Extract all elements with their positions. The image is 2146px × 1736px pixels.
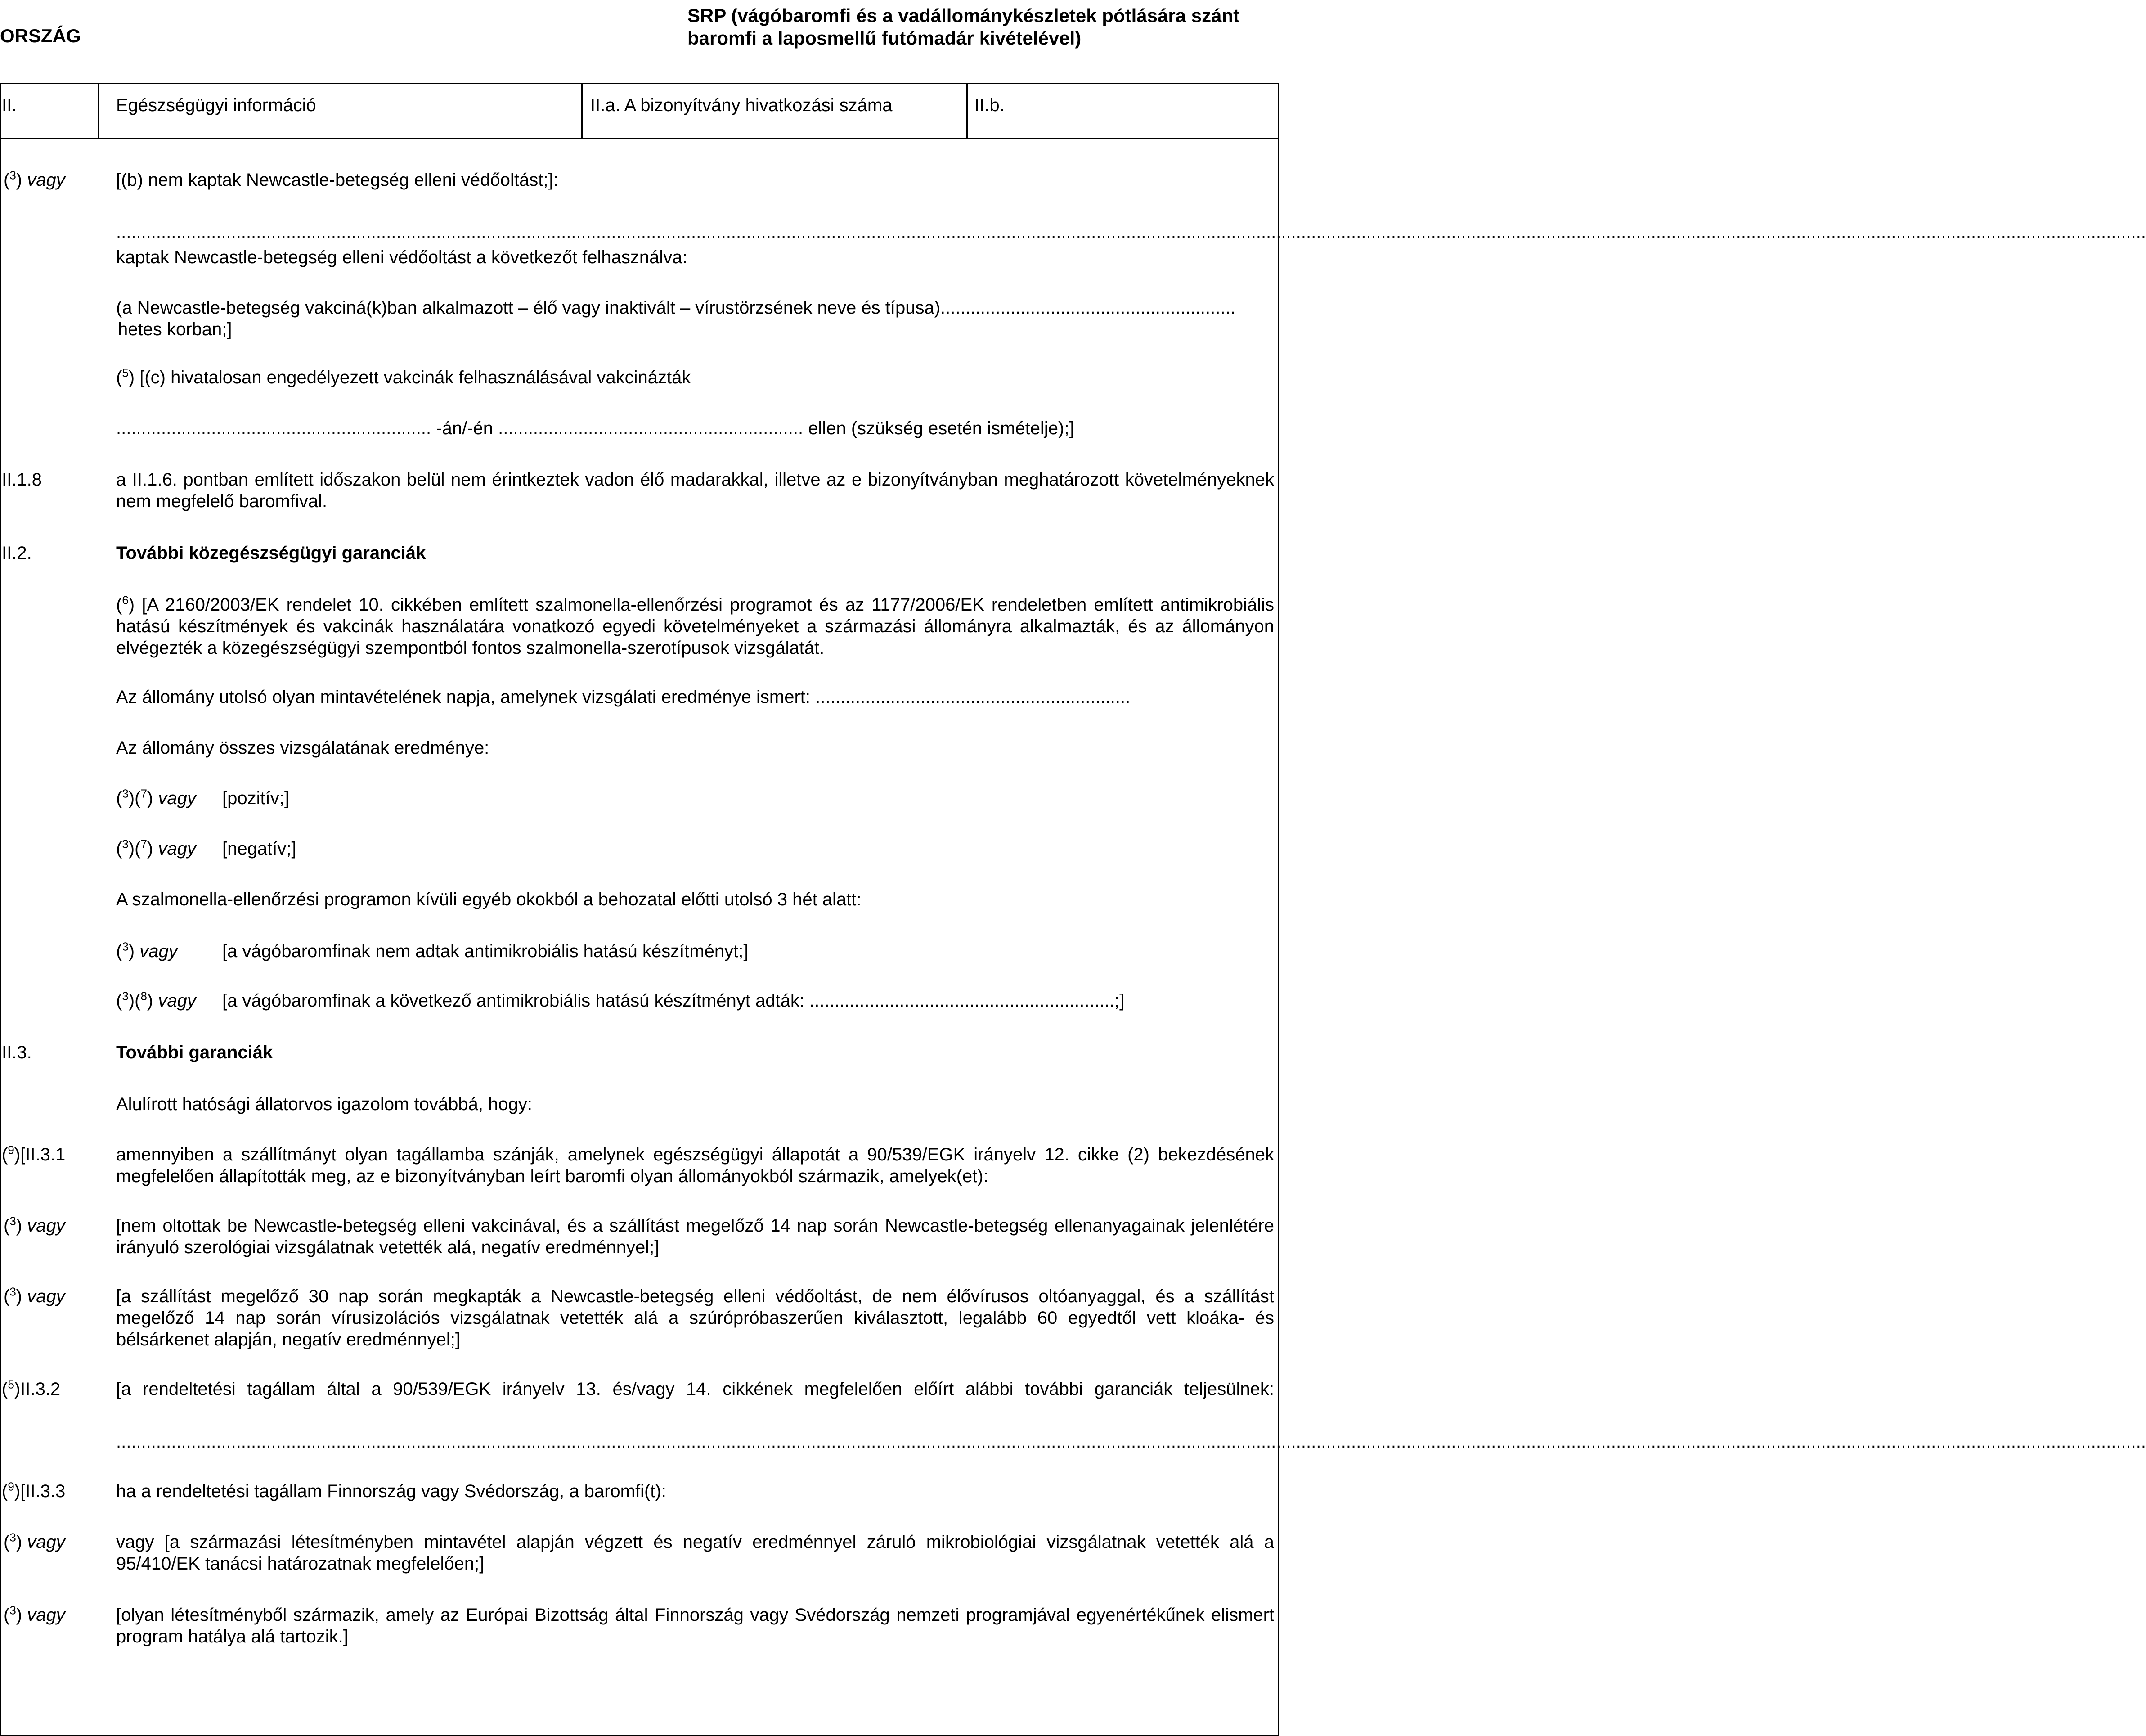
country-label: ORSZÁG — [0, 25, 81, 46]
option-ref: ($^3$) vagy — [4, 1285, 65, 1306]
option-ref: ($^3$) vagy — [116, 940, 178, 961]
option-negative: [negatív;] — [222, 839, 296, 859]
last-sample-date: Az állomány utolsó olyan mintavételének napja, amelynek vizsgálati eredménye ismert: ............................................................... — [116, 687, 1131, 707]
option-ref: ($^3$)($^7$) vagy — [116, 787, 196, 808]
table-header-col-section: II. — [2, 95, 17, 115]
option-no-antimicrobial: [a vágóbaromfinak nem adtak antimikrobiális hatású készítményt;] — [222, 941, 749, 961]
section-number: ($^9$)[II.3.1 — [2, 1143, 66, 1165]
weeks-age-text: hetes korban;] — [118, 319, 232, 339]
vaccination-date-line: ............................................................... -án/-én ............................................................. ellen (szükség esetén ismételje);] — [116, 418, 1074, 438]
section-332-text: [a rendeltetési tagállam által a 90/539/EGK irányelv 13. és/vagy 14. cikkének megfelelően előírt alábbi további garanciák teljesülnek: — [116, 1379, 1274, 1399]
option-ref: ($^3$) vagy — [4, 1603, 65, 1625]
section-number: II.2. — [2, 543, 32, 563]
section-331-text: amennyiben a szállítmányt olyan tagállamba szánják, amelynek egészségügyi állapotát a 90/539/EGK irányelv 12. cikke (2) bekezdésének megfelelően állapították meg, az e bizonyítványban leírt baromfi olyan állományokból származik, amelyek(et): — [116, 1145, 1274, 1186]
option-microbiological-test: vagy [a származási létesítményben mintavétel alapján végzett és negatív eredménnyel záruló mikrobiológiai vizsgálatnak vetették alá a 95/410/EK tanácsi határozatnak megfelelően;] — [116, 1532, 1274, 1574]
section-2-text: ($^6$) [A 2160/2003/EK rendelet 10. cikkében említett szalmonella-ellenőrzési programot és az 1177/2006/EK rendeletben említett antimikrobiális hatású készítmények és vakcinák használatára vonatkozó egyedi követelményeket a származási állományra alkalmazták, és az állományon elvégezték a közegészségügyi szempontból fontos szalmonella-szerotípusok vizsgálatát. — [116, 593, 1274, 658]
option-ref: ($^3$) vagy — [4, 1530, 65, 1552]
fill-in-line: ...................................................................................................................................................................................................................................................................................................................................................................................................................... — [116, 1432, 2146, 1452]
section-2-title: További közegészségügyi garanciák — [116, 543, 426, 563]
option-ref: ($^3$)($^8$) vagy — [116, 989, 196, 1011]
fill-in-line: ...................................................................................................................................................................................................................................................................................................................................................................................................................... — [116, 222, 2146, 242]
table-header-col-reference-number: II.a. A bizonyítvány hivatkozási száma — [590, 95, 893, 115]
section-number: II.3. — [2, 1043, 32, 1062]
other-reasons-text: A szalmonella-ellenőrzési programon kívüli egyéb okokból a behozatal előtti utolsó 3 hét alatt: — [116, 890, 862, 909]
section-118-text: a II.1.6. pontban említett időszakon belül nem érintkeztek vadon élő madarakkal, illetve az e bizonyítványban meghatározott követelményeknek nem megfelelő baromfival. — [116, 470, 1274, 511]
section-number: ($^9$)[II.3.3 — [2, 1480, 66, 1501]
certificate-title: SRP (vágóbaromfi és a vadállománykészletek pótlására szánt baromfi a laposmellű futómadár kivételével) — [687, 5, 1240, 49]
clause-c-text: ($^5$) [(c) hivatalosan engedélyezett vakcinák felhasználásával vakcinázták — [116, 366, 691, 387]
option-vaccinated: [a szállítást megelőző 30 nap során megkapták a Newcastle-betegség elleni védőoltást, de nem élővírusos oltóanyaggal, és a szállítást megelőző 14 nap során vírusizolációs vizsgálatnak vetették alá a szúrópróbaszerűen kiválasztott, legalább 60 egyedtől vett kloáka- és bélsárkenet alapján, negatív eredménnyel;] — [116, 1286, 1274, 1349]
section-3-intro: Alulírott hatósági állatorvos igazolom továbbá, hogy: — [116, 1094, 532, 1114]
vaccine-strain-text: (a Newcastle-betegség vakciná(k)ban alkalmazott – élő vagy inaktivált – vírustörzsének neve és típusa)........................................................... — [116, 298, 1235, 318]
section-number: II.1.8 — [2, 470, 42, 490]
option-antimicrobial-given: [a vágóbaromfinak a következő antimikrobiális hatású készítményt adták: .............................................................;] — [222, 991, 1125, 1011]
option-positive: [pozitív;] — [222, 788, 289, 808]
vaccine-used-text: kaptak Newcastle-betegség elleni védőoltást a következőt felhasználva: — [116, 247, 687, 267]
section-333-text: ha a rendeltetési tagállam Finnország vagy Svédország, a baromfi(t): — [116, 1481, 666, 1501]
option-equivalent-program: [olyan létesítményből származik, amely az Európai Bizottság által Finnország vagy Svédország nemzeti programjával egyenértékűnek elismert program hatálya alá tartozik.] — [116, 1605, 1274, 1646]
option-not-vaccinated: [nem oltottak be Newcastle-betegség elleni vakcinával, és a szállítást megelőző 14 nap során Newcastle-betegség ellenanyagainak jelenlétére irányuló szerológiai vizsgálatnak vetették alá, negatív eredménnyel;] — [116, 1216, 1274, 1257]
option-ref: ($^3$)($^7$) vagy — [116, 837, 196, 859]
clause-b-text: [(b) nem kaptak Newcastle-betegség elleni védőoltást;]: — [116, 170, 558, 190]
option-ref: ($^3$) vagy — [4, 1214, 65, 1236]
table-header-col-iib: II.b. — [974, 95, 1005, 115]
section-3-title: További garanciák — [116, 1043, 273, 1062]
table-header-col-health-info: Egészségügyi információ — [116, 95, 316, 115]
results-heading: Az állomány összes vizsgálatának eredménye: — [116, 738, 489, 758]
option-ref: ($^3$) vagy — [4, 168, 65, 190]
section-number: ($^5$)II.3.2 — [2, 1377, 61, 1399]
